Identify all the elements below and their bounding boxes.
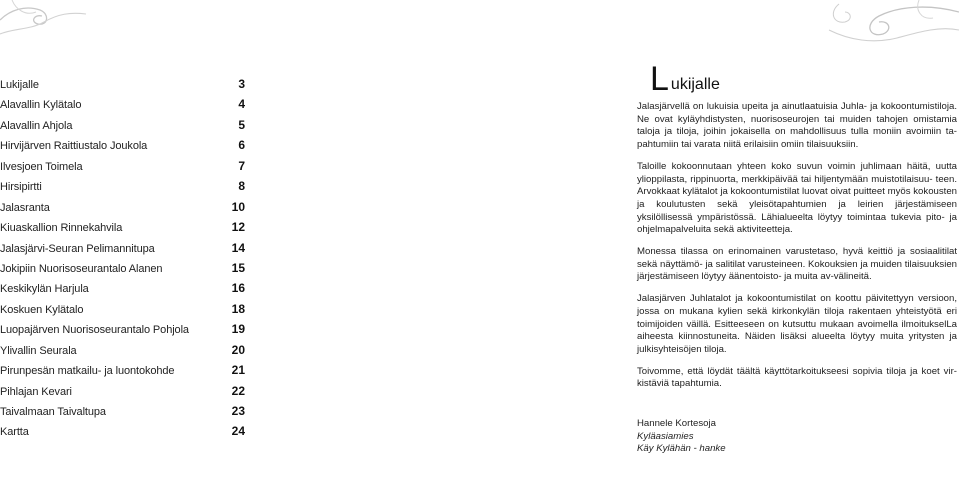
toc-page-number: 22 [231,383,245,398]
corner-flourish-right [769,0,959,60]
paragraph-5: Toivomme, että löydät täältä käyttötarkoitukseesi sopivia tiloja ja koet vir- kistäviä tapahtumia. [637,365,957,390]
toc-page-number: 4 [238,97,245,112]
toc-page-number: 16 [231,281,245,296]
toc-title: Taivalmaan Taivaltupa [0,406,106,418]
paragraph-3: Monessa tilassa on erinomainen varustetaso, hyvä keittiö ja sosiaalitilat sekä näyttämö- ja salitilat varusteineen. Kokouksien ja muiden tilaisuuksien järjestämiseen löytyy äänentoisto- ja muita av-välineitä. [637,246,957,283]
toc-row [0,384,245,404]
toc-row [0,159,245,179]
signature-org: Käy Kylähän - hanke [637,443,726,455]
toc-title: Koskuen Kylätalo [0,303,84,316]
corner-flourish-left [0,0,90,60]
toc-title: Hirsipirtti [0,181,42,194]
toc-row [0,97,245,117]
toc-title: Jalasjärvi-Seuran Pelimannitupa [0,242,155,255]
toc-page-number: 7 [238,158,245,173]
signature [637,418,957,456]
heading-rest: ukijalle [670,76,720,93]
toc-title: Jokipiin Nuorisoseurantalo Alanen [0,262,163,275]
toc-page-number: 20 [231,342,245,357]
toc-page-number: 5 [238,117,245,132]
toc-page-number: 14 [231,240,245,255]
toc-title: Ilvesjoen Toimela [0,160,83,173]
table-of-contents [0,77,245,445]
signature-name: Hannele Kortesoja [637,418,716,430]
article-heading [650,58,957,98]
toc-title: Alavallin Kylätalo [0,99,82,112]
toc-page-number: 19 [231,322,245,337]
toc-page-number: 3 [238,77,245,91]
foreword-article [637,58,957,456]
paragraph-1: Jalasjärvellä on lukuisia upeita ja ainutlaatuisia Juhla- ja kokoontumistiloja. Ne ovat kyläyhdistysten, nuorisoseurojen tai muiden tahojen omistamia taloja ja tiloja, joihin jokaisella on mahdollisuus tulla moniin avoimiin ta- pahtumiin tai varata niitä erilaisiin omiin tilaisuuksiin. [637,101,957,151]
toc-page-number: 15 [231,260,245,275]
toc-page-number: 21 [231,363,245,378]
toc-title: Jalasranta [0,201,50,214]
toc-title: Keskikylän Harjula [0,283,89,296]
toc-page-number: 10 [231,199,245,214]
signature-role: Kyläasiamies [637,430,694,442]
paragraph-2: Taloille kokoonnutaan yhteen koko suvun voimin juhlimaan häitä, uutta ylioppilasta, rippinuorta, merkkipäivää tai hiljentymään muistotilaisuu- teen. Arvokkaat kylätalot ja kokoontumistilat luovat oivat puitteet myös kokousten ja koulutusten sekä yleisötapahtumien ja leirien järjestämiseen yksilöllisessä ympäristössä. Lähialueelta löytyy toimintaa tukevia pito- ja ohjelmapalveluita sekä aktiviteetteja. [637,160,957,236]
toc-title: Kiuaskallion Rinnekahvila [0,222,123,235]
toc-page-number: 18 [231,301,245,316]
toc-title: Alavallin Ahjola [0,119,73,132]
toc-title: Ylivallin Seurala [0,344,77,357]
toc-page-number: 23 [231,404,245,418]
toc-row [0,322,245,342]
toc-row [0,77,245,97]
toc-row [0,220,245,240]
toc-page-number: 12 [231,220,245,235]
toc-row [0,179,245,199]
toc-page-number: 24 [231,424,245,439]
toc-title: Luopajärven Nuorisoseurantalo Pohjola [0,324,189,337]
toc-title: Hirvijärven Raittiustalo Joukola [0,140,148,153]
paragraph-4: Jalasjärven Juhlatalot ja kokoontumistilat on koottu päivitettyyn versioon, jossa on mukana kylien sekä kirkonkylän tiloja rakentaen yhteistyötä eri toimijoiden väillä. Esitteeseen on kutsuttu mukaan avoimella ilmoitukselLa aiheesta kiinnostuneita. Näiden lisäksi alueelta löytyy muita yritysten ja julkisyhteisöjen tiloja. [637,293,957,355]
toc-row [0,138,245,158]
toc-page-number: 8 [238,179,245,194]
toc-row [0,118,245,138]
toc-row [0,241,245,261]
toc-row [0,261,245,281]
toc-row [0,281,245,301]
toc-row [0,424,245,444]
heading-initial: L [650,60,669,98]
toc-title: Kartta [0,426,29,439]
toc-page-number: 6 [238,138,245,153]
toc-row [0,363,245,383]
toc-row [0,343,245,363]
toc-row [0,302,245,322]
toc-title: Pihlajan Kevari [0,385,72,398]
toc-row [0,404,245,424]
toc-title: Lukijalle [0,79,39,91]
toc-title: Pirunpesän matkailu- ja luontokohde [0,365,175,378]
toc-row [0,200,245,220]
